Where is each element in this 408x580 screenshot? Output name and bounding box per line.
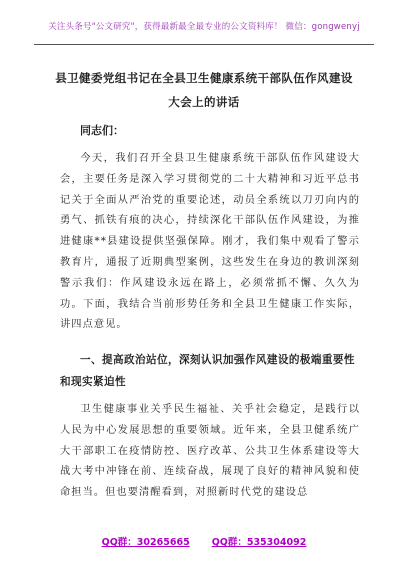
footer-contacts <box>0 534 408 548</box>
footer-qq-group-1[interactable]: QQ群：30265665 <box>101 537 190 548</box>
title-line-1: 县卫健委党组书记在全县卫生健康系统干部队伍作风建设 <box>55 71 353 85</box>
header-banner: 关注头条号"公文研究"，获得最新最全最专业的公文资料库！ 微信：gongwenyj <box>48 22 360 32</box>
paragraph-intro <box>60 149 360 336</box>
section-heading-1-text: 一、提高政治站位，深刻认识加强作风建设的极端重要性和现实紧迫性 <box>60 354 355 388</box>
section-heading-1 <box>60 349 360 393</box>
paragraph-intro-text: 今天，我们召开全县卫生健康系统干部队伍作风建设大会，主要任务是深入学习贯彻党的二十大精神和习近平总书记关于全面从严治党的重要论述，动员全系统以刀刃向内的勇气、抓铁有痕的决心，持续深化干部队伍作风建设，为推进健康**县建设提供坚强保障。刚才，我们集中观看了警示教育片，通报了近期典型案例，这些发生在身边的教训深刻警示我们：作风建设永远在路上，必须常抓不懈、久久为功。下面，我结合当前形势任务和全县卫生健康工作实际，讲四点意见。 <box>60 153 360 331</box>
paragraph-section-1 <box>60 400 360 504</box>
greeting: 同志们： <box>80 124 124 137</box>
footer-qq-group-2[interactable]: QQ群：535304092 <box>211 537 307 548</box>
paragraph-section-1-text: 卫生健康事业关乎民生福祉、关乎社会稳定，是践行以人民为中心发展思想的重要领域。近年来，全县卫健系统广大干部职工在疫情防控、医疗改革、公共卫生体系建设等大战大考中冲锋在前、连续奋战，展现了良好的精神风貌和使命担当。但也要清醒看到，对照新时代党的建设总 <box>60 404 360 499</box>
document-title <box>40 66 368 114</box>
header-divider <box>34 44 374 45</box>
title-line-2: 大会上的讲话 <box>168 95 240 109</box>
